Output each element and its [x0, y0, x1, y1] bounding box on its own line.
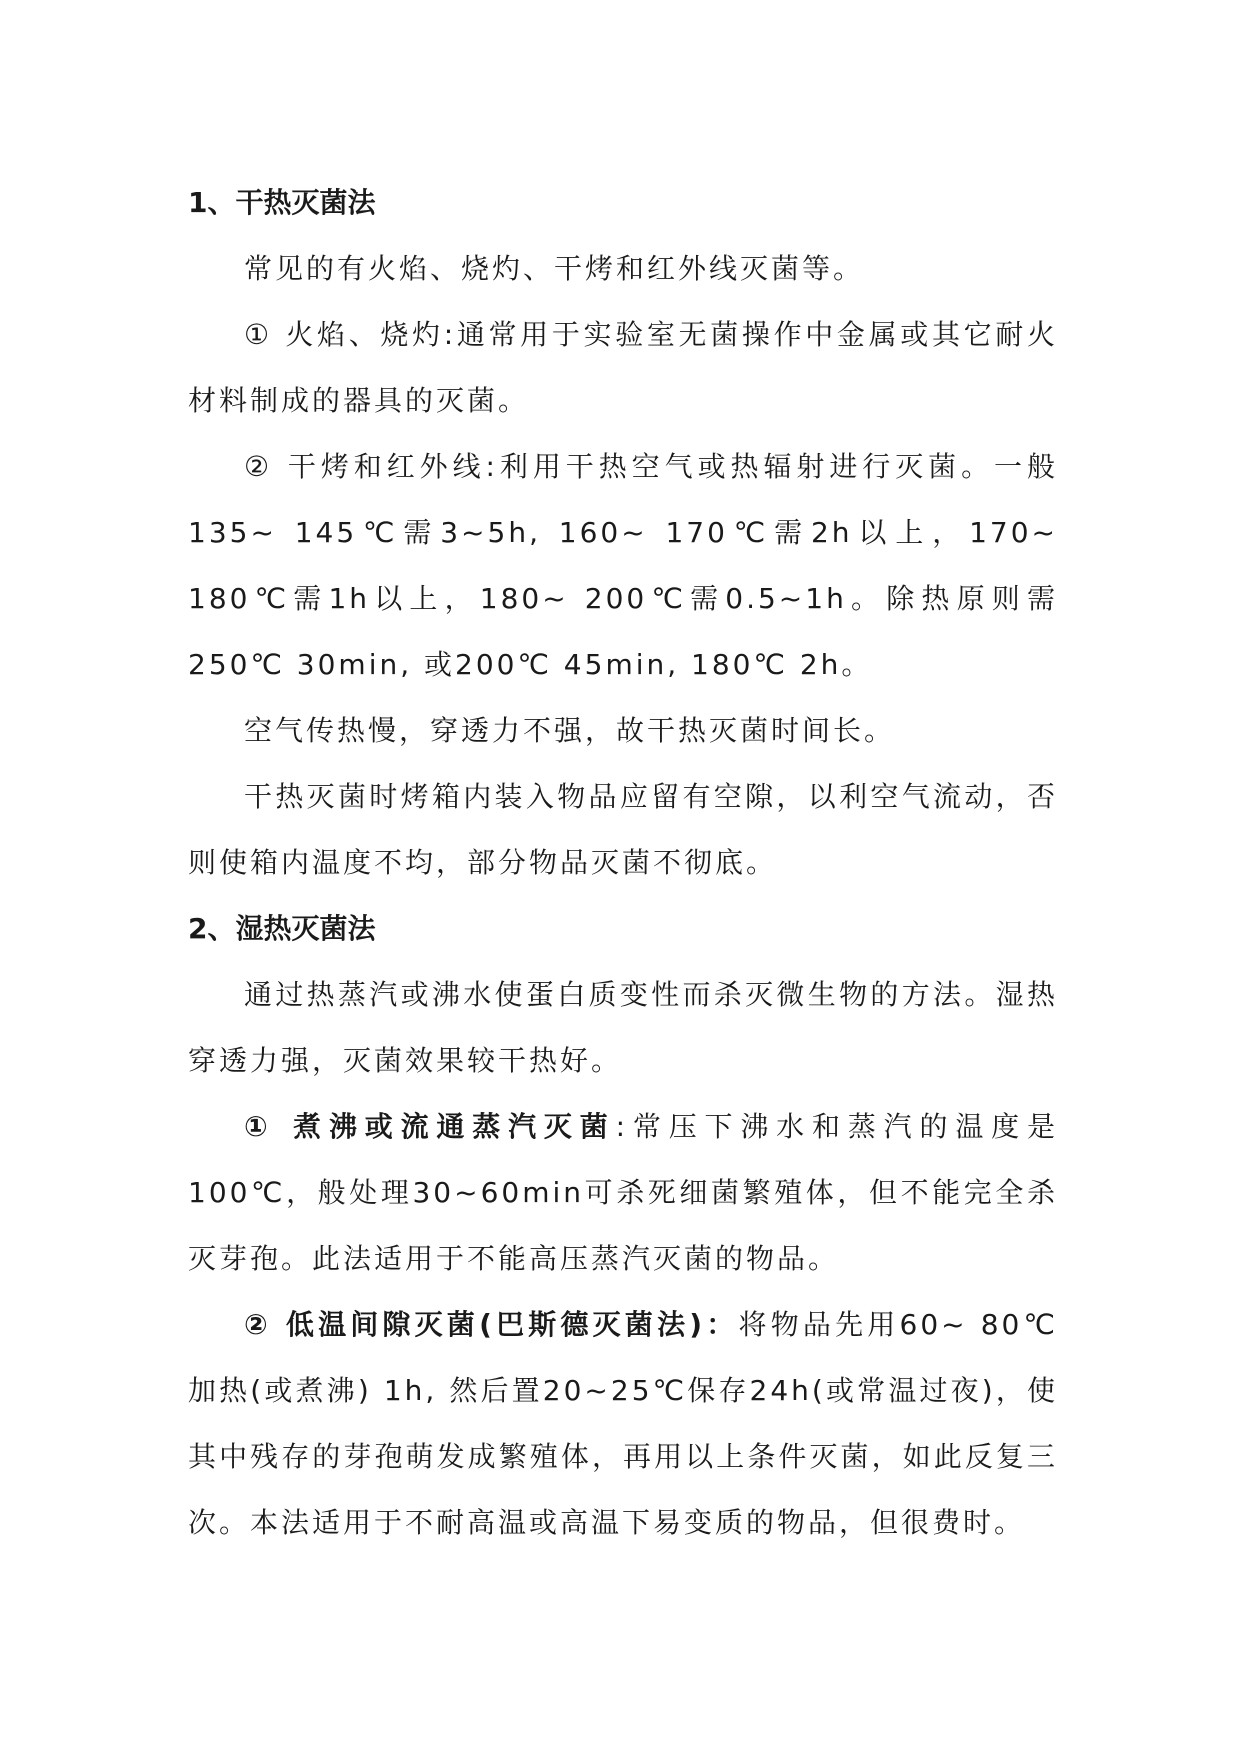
- paragraph: ① 火焰、烧灼:通常用于实验室无菌操作中金属或其它耐火材料制成的器具的灭菌。: [188, 318, 1058, 417]
- paragraph: 空气传热慢，穿透力不强，故干热灭菌时间长。: [244, 714, 896, 747]
- document-page: [188, 170, 1058, 1556]
- paragraph-with-lead: [188, 1292, 1058, 1556]
- paragraph-body: 将物品先用60~ 80℃加热(或煮沸) 1h, 然后置20~25℃保存24h(或常温过夜)，使其中残存的芽孢萌发成繁殖体，再用以上条件灭菌，如此反复三次。本法适用于不耐高温或高温下易变质的物品，但很费时。: [188, 1308, 1058, 1539]
- section-heading-moist-heat: 2、湿热灭菌法: [188, 912, 376, 945]
- paragraph: 通过热蒸汽或沸水使蛋白质变性而杀灭微生物的方法。湿热穿透力强，灭菌效果较干热好。: [188, 978, 1058, 1077]
- paragraph-with-lead: [188, 1094, 1058, 1292]
- paragraph-body: :常压下沸水和蒸汽的温度是100℃，般处理30~60min可杀死细菌繁殖体，但不能完全杀灭芽孢。此法适用于不能高压蒸汽灭菌的物品。: [188, 1110, 1058, 1275]
- paragraph: 干热灭菌时烤箱内装入物品应留有空隙，以利空气流动，否则使箱内温度不均，部分物品灭菌不彻底。: [188, 780, 1058, 879]
- paragraph: ② 干烤和红外线:利用干热空气或热辐射进行灭菌。一般135~ 145℃需3~5h, 160~ 170℃需2h以上，170~ 180℃需1h以上，180~ 200℃需0.5~1h。除热原则需250℃ 30min, 或200℃ 45min, 180℃ 2h。: [188, 450, 1058, 681]
- paragraph: 常见的有火焰、烧灼、干烤和红外线灭菌等。: [244, 252, 865, 285]
- paragraph-lead: ② 低温间隙灭菌(巴斯德灭菌法)：: [244, 1308, 739, 1341]
- paragraph-lead: ① 煮沸或流通蒸汽灭菌: [244, 1110, 616, 1143]
- section-heading-dry-heat: 1、干热灭菌法: [188, 186, 376, 219]
